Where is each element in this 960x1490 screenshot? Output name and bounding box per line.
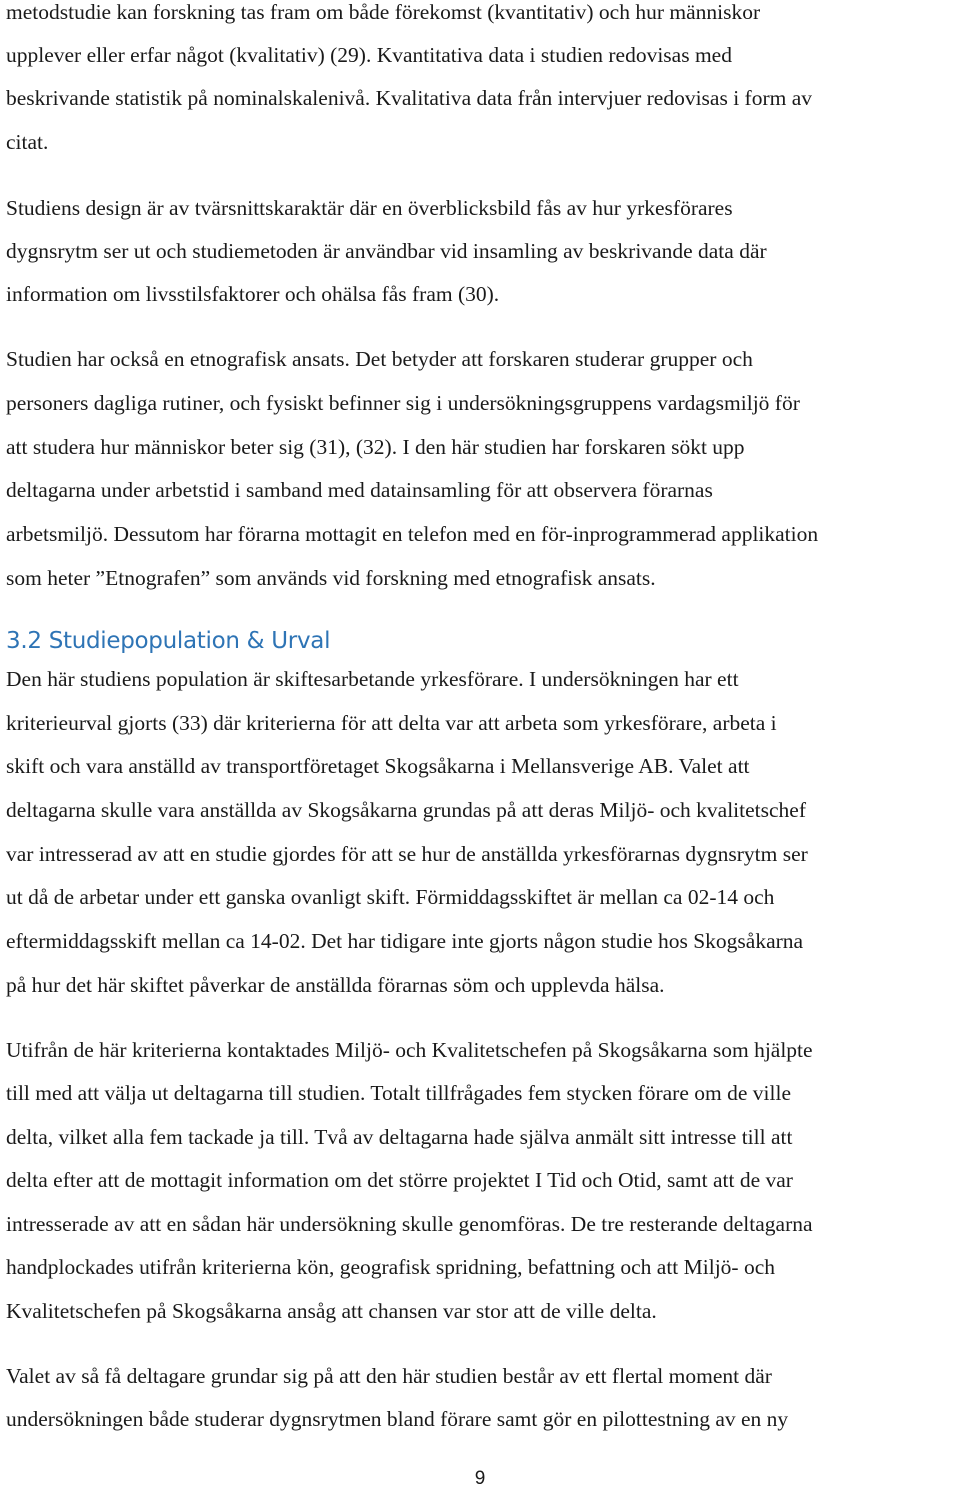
text-line: ut då de arbetar under ett ganska ovanligt skift. Förmiddagsskiftet är mellan ca 02-14 och — [6, 885, 775, 909]
text-line: citat. — [6, 130, 49, 154]
text-line: var intresserad av att en studie gjordes för att se hur de anställda yrkesförarnas dygnsrytm ser — [6, 842, 808, 866]
page-number: 9 — [474, 1468, 486, 1489]
text-line: beskrivande statistik på nominalskalenivå. Kvalitativa data från intervjuer redovisas i form av — [6, 86, 812, 110]
text-line: som heter ”Etnografen” som används vid forskning med etnografisk ansats. — [6, 566, 656, 590]
text-line: metodstudie kan forskning tas fram om både förekomst (kvantitativ) och hur människor — [6, 0, 761, 24]
text-line: Utifrån de här kriterierna kontaktades Miljö- och Kvalitetschefen på Skogsåkarna som hjälpte — [6, 1038, 813, 1062]
text-line: Valet av så få deltagare grundar sig på att den här studien består av ett flertal moment där — [6, 1364, 772, 1388]
text-line: delta, vilket alla fem tackade ja till. Två av deltagarna hade själva anmält sitt intresse till att — [6, 1125, 793, 1149]
text-line: information om livsstilsfaktorer och ohälsa fås fram (30). — [6, 282, 500, 306]
text-line: Kvalitetschefen på Skogsåkarna ansåg att chansen var stor att de ville delta. — [6, 1299, 657, 1323]
text-line: kriterieurval gjorts (33) där kriterierna för att delta var att arbeta som yrkesförare, arbeta i — [6, 711, 777, 735]
text-line: Studiens design är av tvärsnittskaraktär där en överblicksbild fås av hur yrkesförares — [6, 196, 733, 220]
text-line: att studera hur människor beter sig (31), (32). I den här studien har forskaren sökt upp — [6, 435, 745, 459]
text-line: undersökningen både studerar dygnsrytmen bland förare samt gör en pilottestning av en ny — [6, 1407, 789, 1431]
text-line: till med att välja ut deltagarna till studien. Totalt tillfrågades fem stycken förare om de ville — [6, 1081, 791, 1105]
text-line: arbetsmiljö. Dessutom har förarna mottagit en telefon med en för-inprogrammerad applikation — [6, 522, 819, 546]
text-line: handplockades utifrån kriterierna kön, geografisk spridning, befattning och att Miljö- och — [6, 1255, 776, 1279]
text-line: Den här studiens population är skiftesarbetande yrkesförare. I undersökningen har ett — [6, 667, 739, 691]
text-line: eftermiddagsskift mellan ca 14-02. Det har tidigare inte gjorts någon studie hos Skogsåkarna — [6, 929, 804, 953]
text-line: upplever eller erfar något (kvalitativ) (29). Kvantitativa data i studien redovisas med — [6, 43, 732, 67]
text-line: Studien har också en etnografisk ansats. Det betyder att forskaren studerar grupper och — [6, 347, 753, 371]
text-line: dygnsrytm ser ut och studiemetoden är användbar vid insamling av beskrivande data där — [6, 239, 767, 263]
text-line: intresserade av att en sådan här undersökning skulle genomföras. De tre resterande deltagarna — [6, 1212, 813, 1236]
section-heading: 3.2 Studiepopulation & Urval — [6, 628, 331, 654]
text-line: deltagarna under arbetstid i samband med datainsamling för att observera förarnas — [6, 478, 713, 502]
text-line: personers dagliga rutiner, och fysiskt befinner sig i undersökningsgruppens vardagsmiljö för — [6, 391, 800, 415]
text-line: delta efter att de mottagit information om det större projektet I Tid och Otid, samt att de var — [6, 1168, 793, 1192]
text-line: på hur det här skiftet påverkar de anställda förarnas söm och upplevda hälsa. — [6, 973, 665, 997]
text-line: skift och vara anställd av transportföretaget Skogsåkarna i Mellansverige AB. Valet att — [6, 754, 750, 778]
text-line: deltagarna skulle vara anställda av Skogsåkarna grundas på att deras Miljö- och kvalitetschef — [6, 798, 806, 822]
